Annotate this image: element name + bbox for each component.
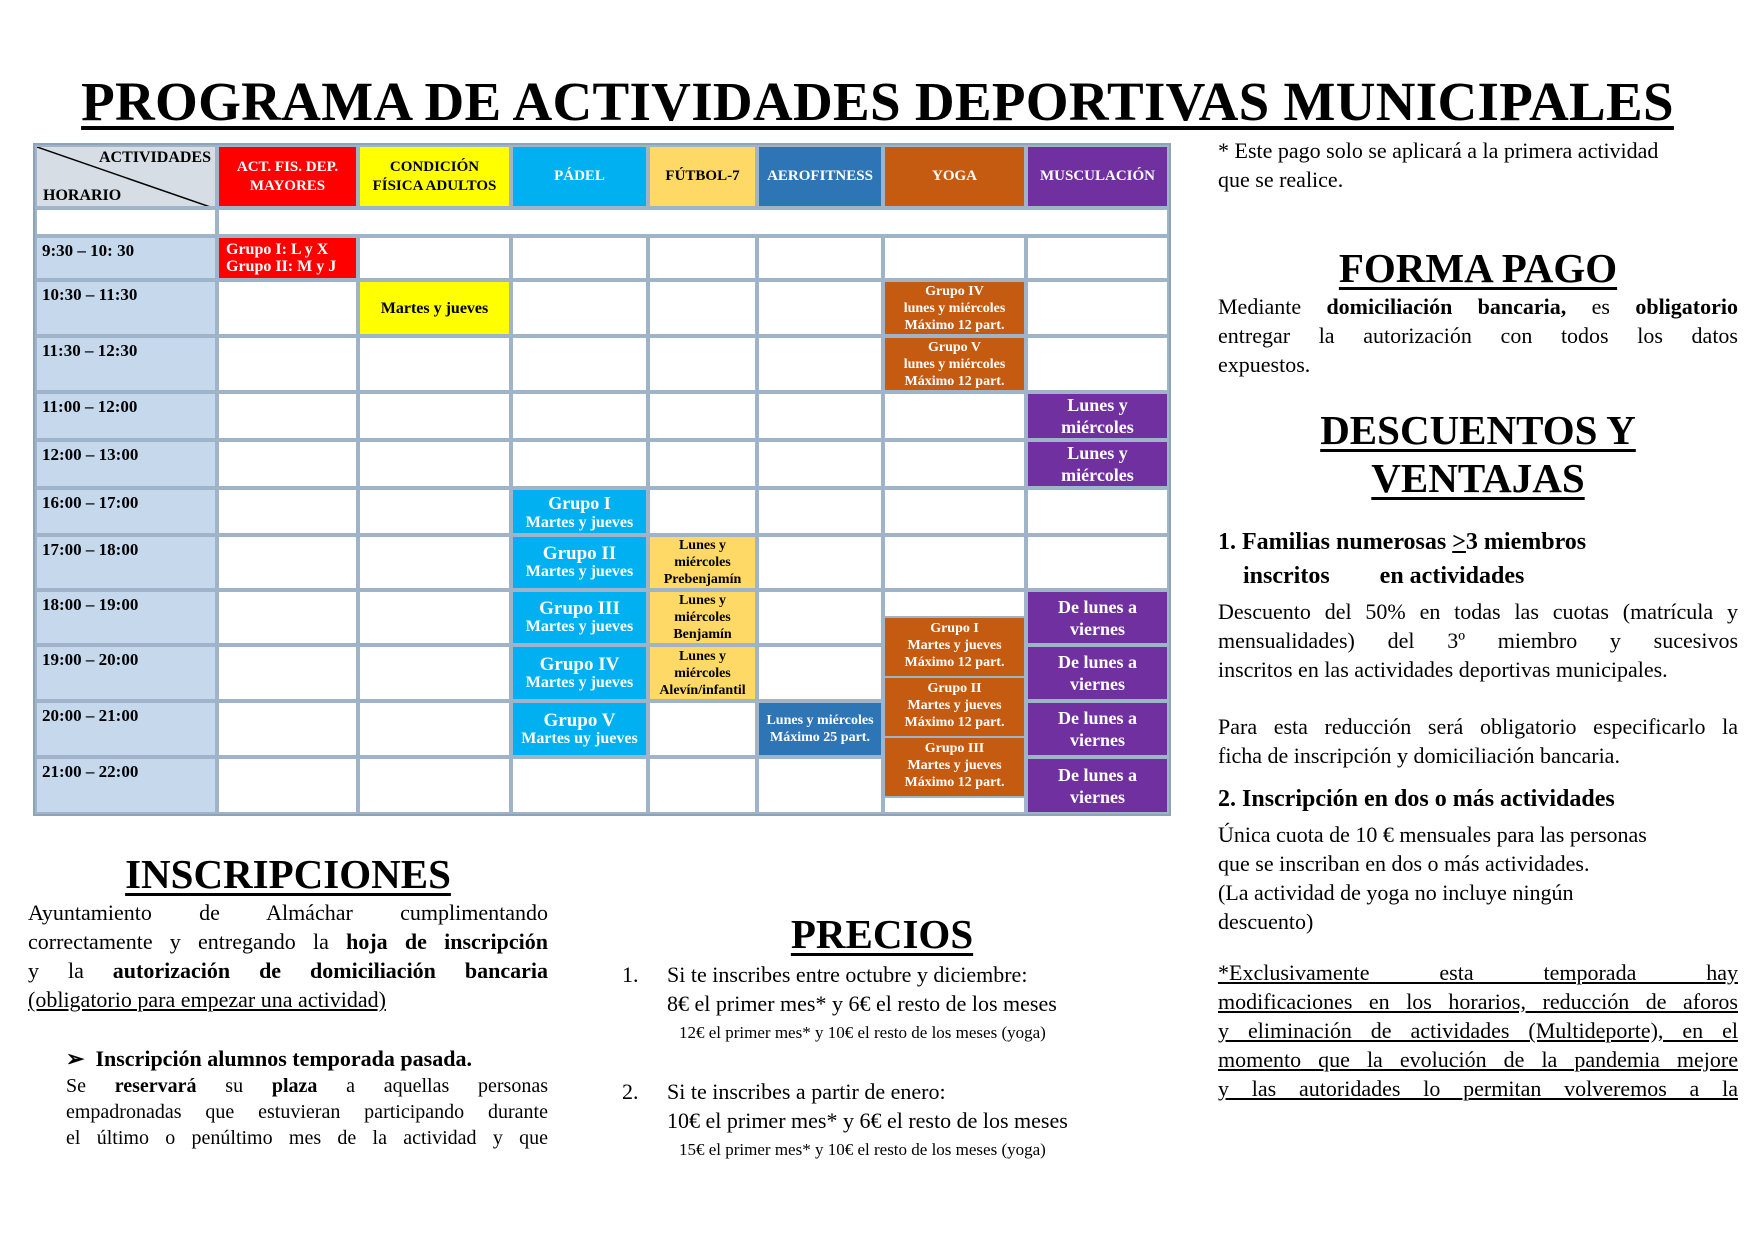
time-slot: 10:30 – 11:30 [35,280,217,336]
yoga-slot: Grupo II Martes y jueves Máximo 12 part. [885,678,1024,738]
padel-slot: Grupo V Martes uy jueves [511,701,648,758]
padel-slot: Grupo I Martes y jueves [511,488,648,535]
time-slot: 20:00 – 21:00 [35,701,217,758]
padel-slot: Grupo IV Martes y jueves [511,645,648,700]
col-header-condicion: CONDICIÓN FÍSICA ADULTOS [358,145,511,208]
musculacion-slot: De lunes a viernes [1026,645,1169,700]
precios-list [622,960,1142,1164]
col-header-aerofitness: AEROFITNESS [757,145,883,208]
time-slot: 11:30 – 12:30 [35,336,217,392]
descuentos-heading: DESCUENTOS Y VENTAJAS [1320,407,1636,501]
padel-slot: Grupo III Martes y jueves [511,590,648,645]
inscripciones-heading: INSCRIPCIONES [125,851,451,897]
futbol-slot: Lunes y miércoles Alevín/infantil [648,645,757,700]
inscripciones-text: Ayuntamiento de Almáchar cumplimentando correctamente y entregando la hoja de inscripción y la autorización de domiciliación bancaria (obligatorio para empezar una actividad) [28,900,549,1012]
payment-note: * Este pago solo se aplicará a la primera actividad que se realice. [1218,138,1659,192]
condicion-slot: Martes y jueves [358,280,511,336]
futbol-slot: Lunes y miércoles Prebenjamín [648,535,757,590]
padel-slot: Grupo II Martes y jueves [511,535,648,590]
musculacion-slot: De lunes a viernes [1026,701,1169,758]
col-header-padel: PÁDEL [511,145,648,208]
table-corner-header [35,145,217,208]
schedule-table [33,143,1171,816]
yoga-slot: Grupo IV lunes y miércoles Máximo 12 part. [883,280,1026,336]
aerofitness-slot: Lunes y miércoles Máximo 25 part. [757,701,883,758]
price-item-1: 1. Si te inscribes entre octubre y diciembre: 8€ el primer mes* y 6€ el resto de los meses 12€ el primer mes* y 10€ el resto de los meses (yoga) [622,962,1057,1042]
yoga-afternoon-block [883,590,1026,814]
arrow-bullet-icon: ➢ [66,1046,85,1071]
forma-pago-heading: FORMA PAGO [1338,245,1618,291]
time-slot: 21:00 – 22:00 [35,757,217,814]
price-item-2: 2. Si te inscribes a partir de enero: 10€ el primer mes* y 6€ el resto de los meses 15€ el primer mes* y 10€ el resto de los meses (yoga) [622,1079,1068,1159]
musculacion-slot: Lunes y miércoles [1026,392,1169,440]
col-header-musculacion: MUSCULACIÓN [1026,145,1169,208]
time-slot: 19:00 – 20:00 [35,645,217,700]
musculacion-slot: De lunes a viernes [1026,757,1169,814]
yoga-slot: Grupo V lunes y miércoles Máximo 12 part. [883,336,1026,392]
season-note: *Exclusivamente esta temporada hay modificaciones en los horarios, reducción de aforos y eliminación de actividades (Multideporte), en el momento que la evolución de la pandemia mejore y las autoridades lo permitan volveremos a la [1218,960,1738,1101]
inscripciones-bullet: ➢ Inscripción alumnos temporada pasada. Se reservará su plaza a aquellas personas empadronadas que estuvieran participando durante el último o penúltimo mes de la actividad y que [66,1046,548,1149]
forma-pago-text: Mediante domiciliación bancaria, es obligatorio entregar la autorización con todos los datos expuestos. [1218,294,1738,377]
yoga-slot: Grupo III Martes y jueves Máximo 12 part. [885,738,1024,798]
precios-heading: PRECIOS [790,911,974,957]
time-slot: 12:00 – 13:00 [35,440,217,488]
col-header-yoga: YOGA [883,145,1026,208]
corner-schedule-label: HORARIO [43,187,122,204]
page-title: PROGRAMA DE ACTIVIDADES DEPORTIVAS MUNICIPALES [81,71,1674,132]
time-slot: 17:00 – 18:00 [35,535,217,590]
musculacion-slot: Lunes y miércoles [1026,440,1169,488]
aero-cell [757,645,883,700]
time-slot: 9:30 – 10: 30 [35,236,217,280]
discount-item-2: 2. Inscripción en dos o más actividades [1218,786,1615,812]
corner-activities-label: ACTIVIDADES [98,149,211,166]
spacer-cell [35,208,217,236]
descuentos-section: 1. Familias numerosas >3 miembros inscritos en actividades Descuento del 50% en todas las cuotas (matrícula y mensualidades) del 3º miembro y sucesivos inscritos en las actividades deportivas municipales. Para esta reducción será obligatorio especificarlo la ficha de inscripción y domiciliación bancaria. 2. Inscripción en dos o más actividades Única cuota de 10 € mensuales para las personas que se inscriban en dos o más actividades. (La actividad de yoga no incluye ningún descuento) *Exclusivamente esta temporada hay modificaciones en los horarios, reducción de aforos y eliminación de actividades (Multideporte), en el momento que la evolución de la pandemia mejore y las autoridades lo permitan volveremos a la [1218,525,1738,1103]
spacer-cell [217,208,1169,236]
time-slot: 11:00 – 12:00 [35,392,217,440]
discount-item-1-cont: inscritos en actividades [1243,563,1525,589]
discount-item-1: 1. Familias numerosas >3 miembros [1218,529,1587,555]
mayores-slot: Grupo I: L y X Grupo II: M y J [217,236,358,280]
yoga-slot: Grupo I Martes y jueves Máximo 12 part. [885,618,1024,678]
col-header-mayores: ACT. FIS. DEP. MAYORES [217,145,358,208]
time-slot: 18:00 – 19:00 [35,590,217,645]
futbol-slot: Lunes y miércoles Benjamín [648,590,757,645]
musculacion-slot: De lunes a viernes [1026,590,1169,645]
col-header-futbol: FÚTBOL-7 [648,145,757,208]
time-slot: 16:00 – 17:00 [35,488,217,535]
